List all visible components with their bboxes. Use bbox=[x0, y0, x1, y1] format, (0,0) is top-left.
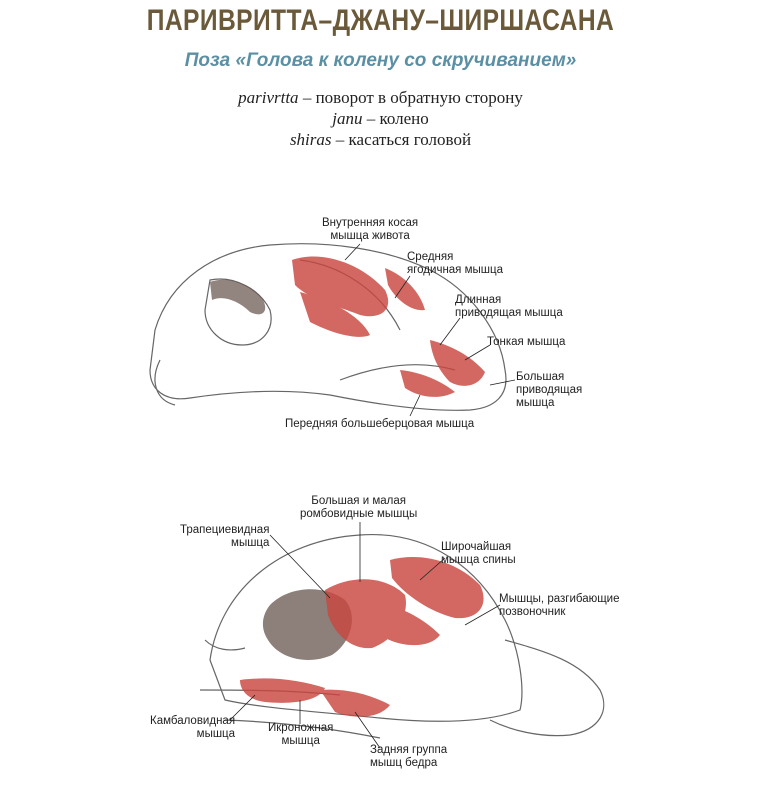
etymology-word: parivrtta bbox=[238, 88, 299, 107]
etymology-meaning: – касаться головой bbox=[331, 130, 472, 149]
label-hamstrings: Задняя группа мышц бедра bbox=[370, 744, 448, 769]
label-gastrocnemius: Икроножная мышца bbox=[268, 722, 334, 747]
label-adductor-longus: Длинная приводящая мышца bbox=[455, 294, 563, 319]
label-gracilis: Тонкая мышца bbox=[487, 336, 566, 348]
page-subtitle: Поза «Голова к колену со скручиванием» bbox=[184, 50, 577, 71]
label-latissimus-dorsi: Широчайшая мышца спины bbox=[441, 541, 516, 566]
label-rhomboids: Большая и малая ромбовидные мышцы bbox=[300, 495, 418, 520]
label-trapezius: Трапециевидная мышца bbox=[180, 524, 270, 549]
etymology-meaning: – колено bbox=[362, 109, 429, 128]
page-title: ПАРИВРИТТА–ДЖАНУ–ШИРШАСАНА bbox=[146, 4, 615, 37]
label-internal-oblique: Внутренняя косая мышца живота bbox=[322, 217, 419, 242]
label-soleus: Камбаловидная мышца bbox=[150, 715, 236, 740]
label-tibialis-anterior: Передняя большеберцовая мышца bbox=[285, 418, 475, 430]
label-gluteus-medius: Средняя ягодичная мышца bbox=[407, 251, 503, 276]
etymology-word: shiras bbox=[289, 130, 332, 149]
label-adductor-magnus: Большая приводящая мышца bbox=[516, 371, 583, 409]
etymology-word: janu bbox=[332, 109, 363, 128]
label-erector-spinae: Мышцы, разгибающие позвоночник bbox=[499, 593, 620, 618]
etymology-meaning: – поворот в обратную сторону bbox=[298, 88, 523, 107]
